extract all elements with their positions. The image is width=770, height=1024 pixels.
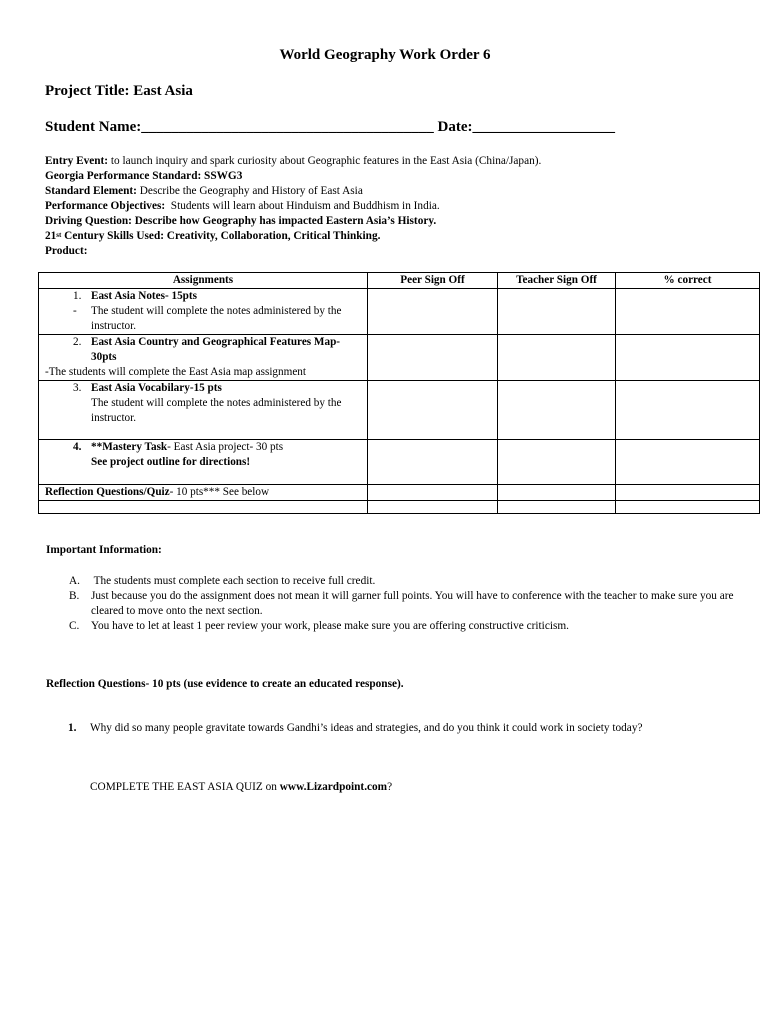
teacher-sign-off-cell[interactable]: [498, 485, 616, 501]
quiz-instruction: COMPLETE THE EAST ASIA QUIZ on www.Lizardpoint.com?: [90, 781, 393, 793]
peer-sign-off-cell[interactable]: [368, 485, 498, 501]
reflection-heading: Reflection Questions- 10 pts (use evidence to create an educated response).: [46, 678, 404, 690]
assignments-table: [38, 272, 760, 514]
performance-standard: Georgia Performance Standard: SSWG3: [45, 170, 243, 182]
document-title: World Geography Work Order 6: [279, 47, 491, 63]
table-row: [39, 381, 760, 440]
peer-sign-off-cell[interactable]: [368, 440, 498, 485]
header-peer-sign-off: Peer Sign Off: [368, 273, 498, 289]
important-info-list: [46, 574, 736, 634]
table-row: [39, 485, 760, 501]
reflection-quiz-cell: Reflection Questions/Quiz- 10 pts*** See below: [39, 485, 368, 501]
assignment-cell: 2. East Asia Country and Geographical Features Map-30pts -The students will complete the East Asia map assignment: [39, 335, 368, 381]
percent-correct-cell[interactable]: [616, 289, 760, 335]
percent-correct-cell[interactable]: [616, 485, 760, 501]
peer-sign-off-cell[interactable]: [368, 335, 498, 381]
empty-cell[interactable]: [368, 501, 498, 514]
teacher-sign-off-cell[interactable]: [498, 289, 616, 335]
standard-element: Standard Element: Describe the Geography and History of East Asia: [45, 185, 363, 197]
quiz-link[interactable]: www.Lizardpoint.com: [279, 781, 388, 793]
teacher-sign-off-cell[interactable]: [498, 440, 616, 485]
empty-cell[interactable]: [616, 501, 760, 514]
list-item: A. The students must complete each section to receive full credit.: [69, 575, 376, 587]
teacher-sign-off-cell[interactable]: [498, 335, 616, 381]
reflection-question-1: 1. Why did so many people gravitate towards Gandhi’s ideas and strategies, and do you think it could work in society today?: [68, 722, 643, 734]
assignment-cell: 4. **Mastery Task- East Asia project- 30 pts See project outline for directions!: [39, 440, 368, 485]
empty-cell[interactable]: [498, 501, 616, 514]
header-assignments: Assignments: [39, 273, 368, 289]
header-percent-correct: % correct: [616, 273, 760, 289]
table-row: [39, 440, 760, 485]
list-item: B. Just because you do the assignment does not mean it will garner full points. You will have to conference with the teacher to make sure you are cleared to move onto the next section.: [69, 590, 734, 617]
table-header-row: [39, 273, 760, 289]
performance-objectives: Performance Objectives: Students will learn about Hinduism and Buddhism in India.: [45, 200, 440, 212]
important-info-heading: Important Information:: [46, 544, 162, 556]
project-title: Project Title: East Asia: [45, 83, 193, 99]
table-row: [39, 335, 760, 381]
project-meta: [45, 154, 541, 259]
list-item: C. You have to let at least 1 peer review your work, please make sure you are offering constructive criticism.: [69, 620, 569, 632]
entry-event: Entry Event: to launch inquiry and spark curiosity about Geographic features in the East Asia (China/Japan).: [45, 155, 542, 167]
assignment-cell: 3. East Asia Vocabilary-15 pts The student will complete the notes administered by the instructor.: [39, 381, 368, 440]
teacher-sign-off-cell[interactable]: [498, 381, 616, 440]
percent-correct-cell[interactable]: [616, 381, 760, 440]
driving-question: Driving Question: Describe how Geography has impacted Eastern Asia’s History.: [45, 215, 437, 227]
peer-sign-off-cell[interactable]: [368, 381, 498, 440]
table-row: [39, 289, 760, 335]
century-skills: 21st Century Skills Used: Creativity, Collaboration, Critical Thinking.: [45, 230, 381, 242]
assignment-cell: 1. East Asia Notes- 15pts - The student will complete the notes administered by the instructor.: [39, 289, 368, 335]
peer-sign-off-cell[interactable]: [368, 289, 498, 335]
percent-correct-cell[interactable]: [616, 440, 760, 485]
header-teacher-sign-off: Teacher Sign Off: [498, 273, 616, 289]
student-name-date-line: Student Name:_______________________________________ Date:___________________: [45, 119, 615, 135]
empty-cell[interactable]: [39, 501, 368, 514]
table-row: [39, 501, 760, 514]
percent-correct-cell[interactable]: [616, 335, 760, 381]
product-label: Product:: [45, 245, 88, 257]
